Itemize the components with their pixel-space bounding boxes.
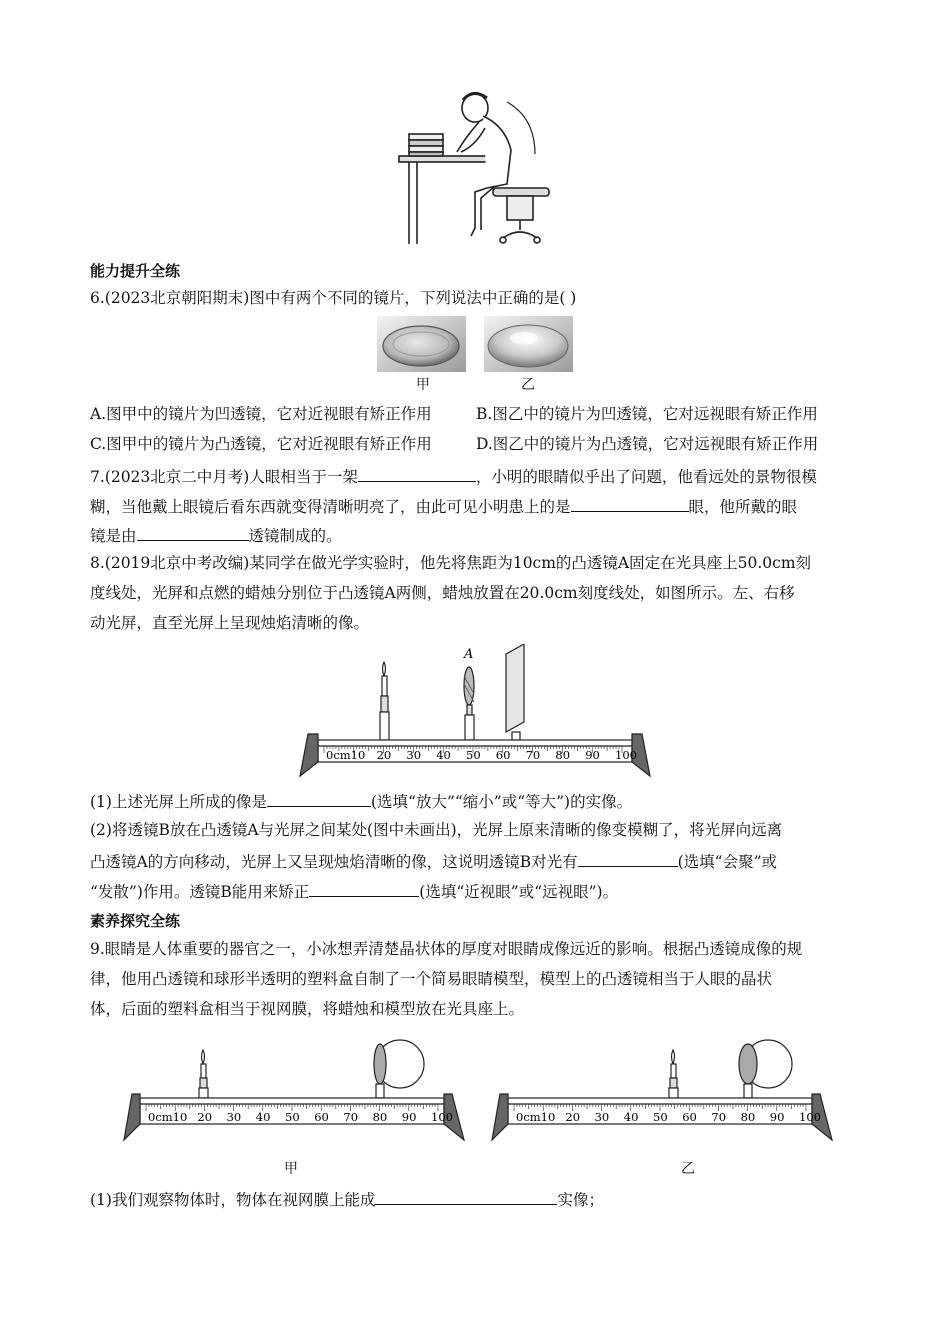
ruler-label: 90 — [585, 748, 600, 762]
q7-text: 透镜制成的。 — [248, 527, 342, 545]
ruler-label: 70 — [525, 748, 541, 762]
ruler-label: 60 — [314, 1110, 329, 1124]
q6-caption-jia: 甲 — [416, 377, 430, 393]
q8-blank-1[interactable] — [267, 790, 371, 807]
ruler-label: 0cm10 — [148, 1110, 188, 1124]
q7-text: 镜是由 — [90, 527, 137, 545]
ruler-label: 80 — [372, 1110, 388, 1124]
q8-text: (选填“近视眼”或“远视眼”)。 — [419, 883, 619, 901]
q8-stem-line-2: 度线处，光屏和点燃的蜡烛分别位于凸透镜A两侧，蜡烛放置在20.0cm刻度线处，如图所示。左、右移 — [90, 584, 795, 602]
q9-part1 — [90, 1188, 604, 1210]
student-at-desk-figure — [395, 88, 555, 248]
ruler-label: 30 — [594, 1110, 610, 1124]
ruler-label: 40 — [436, 748, 451, 762]
ruler-label: 50 — [653, 1110, 668, 1124]
q8-part2-line-3 — [90, 880, 618, 902]
q9-text: 实像； — [557, 1191, 604, 1209]
q6-option-d: D.图乙中的镜片为凸透镜，它对远视眼有矫正作用 — [476, 435, 819, 453]
concave-lens-photo — [377, 316, 466, 372]
q8-text: (选填“放大”“缩小”或“等大”)的实像。 — [370, 793, 633, 811]
q7-text: 糊，当他戴上眼镜后看东西就变得清晰明亮了，由此可见小明患上的是 — [90, 498, 571, 516]
q6-option-b: B.图乙中的镜片为凹透镜，它对远视眼有矫正作用 — [476, 405, 818, 423]
q8-part2-line-1: (2)将透镜B放在凸透镜A与光屏之间某处(图中未画出)，光屏上原来清晰的像变模糊了，将光屏向远离 — [90, 821, 783, 839]
q8-text: “发散”)作用。透镜B能用来矫正 — [90, 883, 310, 901]
q9-caption-yi: 乙 — [681, 1161, 695, 1177]
q8-text: (1)上述光屏上所成的像是 — [90, 793, 267, 811]
ruler-label: 50 — [285, 1110, 300, 1124]
convex-lens-photo — [484, 316, 573, 372]
eye-model-bench-jia — [118, 1036, 470, 1142]
q6-stem: 6.(2023北京朝阳期末)图中有两个不同的镜片，下列说法中正确的是( ) — [90, 289, 577, 307]
q8-blank-2[interactable] — [578, 850, 678, 867]
q7-text: 7.(2023北京二中月考)人眼相当于一架 — [90, 468, 358, 486]
ruler-label: 100 — [799, 1110, 821, 1124]
ruler-label: 30 — [406, 748, 422, 762]
q9-stem-line-3: 体，后面的塑料盒相当于视网膜，将蜡烛和模型放在光具座上。 — [90, 1000, 525, 1018]
ruler-label: 40 — [255, 1110, 271, 1124]
q8-stem-line-3: 动光屏，直至光屏上呈现烛焰清晰的像。 — [90, 614, 370, 632]
q6-option-a: A.图甲中的镜片为凹透镜，它对近视眼有矫正作用 — [90, 405, 432, 423]
ruler-label: 0cm10 — [516, 1110, 556, 1124]
ruler-label: 0cm10 — [326, 748, 366, 762]
ruler-label: 20 — [376, 748, 392, 762]
ruler-label: 80 — [740, 1110, 756, 1124]
ruler-label: 70 — [343, 1110, 359, 1124]
q6-caption-yi: 乙 — [521, 377, 535, 393]
ruler-label: 40 — [623, 1110, 639, 1124]
q8-part2-line-2 — [90, 850, 777, 872]
q8-lens-label: A — [464, 647, 474, 662]
ruler-label: 60 — [682, 1110, 697, 1124]
q9-caption-jia: 甲 — [284, 1161, 298, 1177]
q8-text: (选填“会聚”或 — [677, 853, 777, 871]
q7-blank-1[interactable] — [358, 465, 476, 482]
ruler-label: 60 — [495, 748, 511, 762]
q9-blank-1[interactable] — [375, 1188, 557, 1205]
eye-model-bench-yi — [486, 1036, 838, 1142]
q9-stem-line-1: 9.眼睛是人体重要的器官之一，小冰想弄清楚晶状体的厚度对眼睛成像远近的影响。根据凸透镜成像的规 — [90, 940, 803, 958]
optical-bench-q8 — [296, 644, 654, 778]
q7-line-1 — [90, 465, 817, 487]
ruler-label: 20 — [197, 1110, 213, 1124]
q7-blank-2[interactable] — [571, 495, 689, 512]
q8-blank-3[interactable] — [309, 880, 419, 897]
ruler-label: 90 — [769, 1110, 785, 1124]
q8-text: 凸透镜A的方向移动，光屏上又呈现烛焰清晰的像，这说明透镜B对光有 — [90, 853, 578, 871]
q9-text: (1)我们观察物体时，物体在视网膜上能成 — [90, 1191, 376, 1209]
ruler-label: 50 — [466, 748, 481, 762]
q7-line-2 — [90, 495, 797, 517]
q7-blank-3[interactable] — [137, 524, 249, 541]
q7-text: 眼，他所戴的眼 — [688, 498, 798, 516]
ruler-label: 30 — [226, 1110, 242, 1124]
q6-option-c: C.图甲中的镜片为凸透镜，它对近视眼有矫正作用 — [90, 435, 432, 453]
ruler-label: 20 — [565, 1110, 581, 1124]
q7-line-3 — [90, 524, 342, 546]
section-heading-ability: 能力提升全练 — [90, 262, 181, 280]
q8-stem-line-1: 8.(2019北京中考改编)某同学在做光学实验时，他先将焦距为10cm的凸透镜A固定在光具座上50.0cm刻 — [90, 554, 812, 572]
section-heading-literacy: 素养探究全练 — [90, 912, 181, 930]
ruler-label: 80 — [555, 748, 571, 762]
q9-stem-line-2: 律，他用凸透镜和球形半透明的塑料盒自制了一个简易眼睛模型，模型上的凸透镜相当于人眼的晶状 — [90, 970, 773, 988]
ruler-label: 100 — [431, 1110, 453, 1124]
q7-text: ，小明的眼睛似乎出了问题，他看远处的景物很模 — [475, 468, 817, 486]
q8-part1 — [90, 790, 632, 812]
ruler-label: 70 — [711, 1110, 727, 1124]
ruler-label: 90 — [401, 1110, 417, 1124]
ruler-label: 100 — [615, 748, 637, 762]
